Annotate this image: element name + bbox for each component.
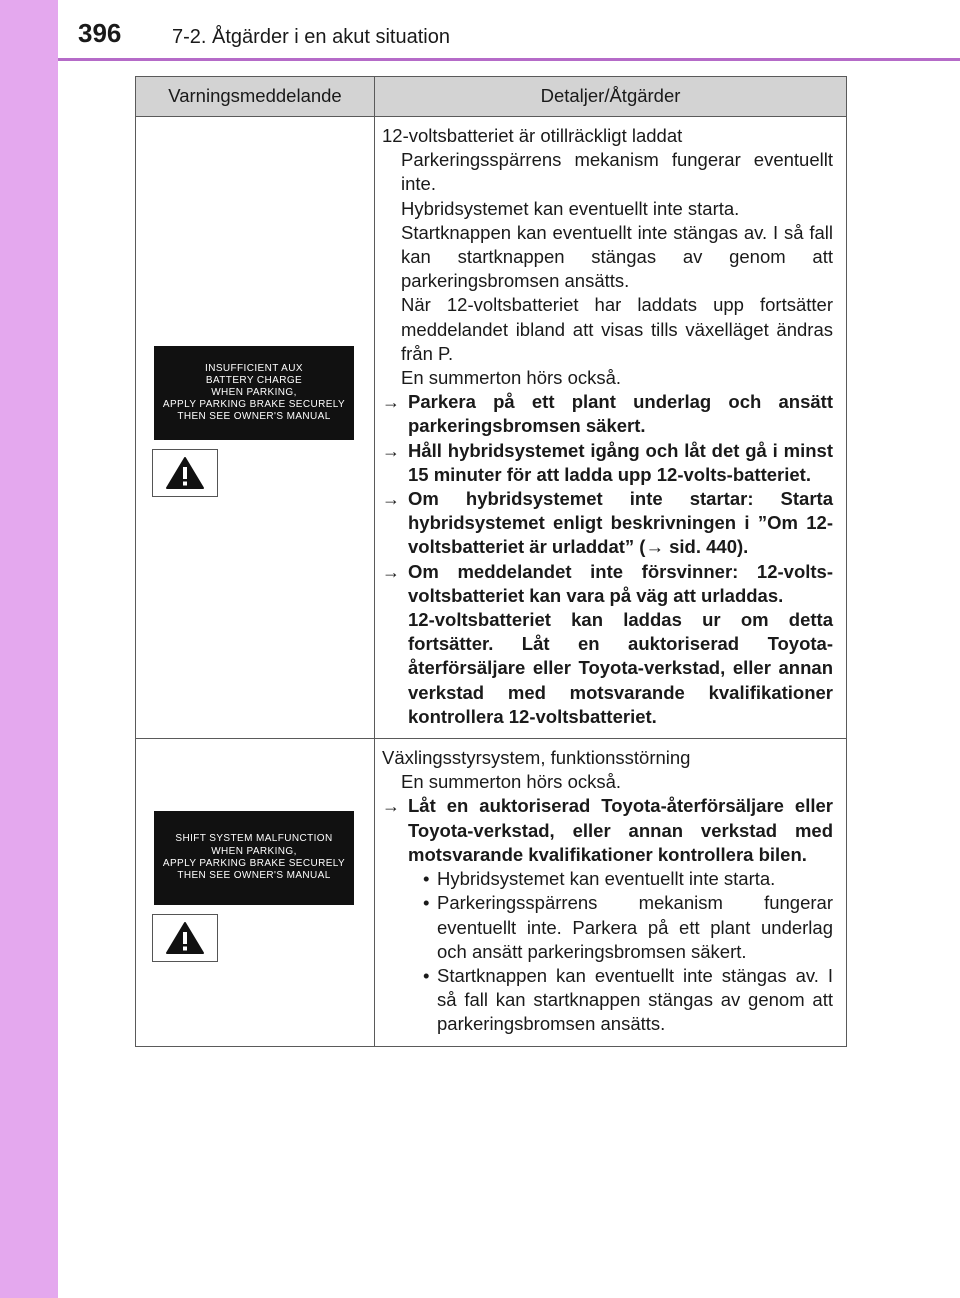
bullet-item — [382, 964, 833, 1037]
action-item — [382, 487, 833, 560]
warning-table — [135, 76, 847, 1047]
table-row — [136, 739, 847, 1046]
section-title: 7-2. Åtgärder i en akut situation — [172, 26, 450, 48]
page-number: 396 — [78, 18, 122, 48]
action-text: Om hybridsystemet inte startar: Starta hybridsystemet enligt beskrivningen i ”Om 12-voltsbatteriet är urladdat” (→ sid. 440). — [408, 488, 833, 558]
display-line: THEN SEE OWNER'S MANUAL — [177, 411, 331, 423]
side-strip — [0, 0, 58, 1298]
arrow-icon: → — [382, 796, 400, 817]
bullet-icon: • — [423, 868, 430, 890]
bullet-text: Hybridsystemet kan eventuellt inte starta. — [437, 868, 776, 890]
detail-text: Parkeringsspärrens mekanism fungerar eventuellt inte. — [401, 149, 833, 195]
detail-text: Hybridsystemet kan eventuellt inte starta. — [401, 197, 740, 219]
arrow-icon: → — [382, 489, 400, 510]
action-text: Parkera på ett plant underlag och ansätt parkeringsbromsen säkert. — [408, 391, 833, 437]
detail-text: En summerton hörs också. — [401, 367, 622, 389]
action-text: Om meddelandet inte försvinner: 12-volts-voltsbatteriet kan vara på väg att urladdas. — [408, 560, 833, 606]
detail-text: När 12-voltsbatteriet har laddats upp fortsätter meddelandet ibland att visas tills växelläget ändras från P. — [401, 294, 833, 364]
column-header-message: Varningsmeddelande — [136, 77, 375, 117]
arrow-icon: → — [382, 561, 400, 582]
display-line: INSUFFICIENT AUX — [205, 362, 303, 374]
details-heading: Växlingsstyrsystem, funktionsstörning — [382, 747, 691, 769]
display-line: WHEN PARKING, — [211, 845, 297, 857]
details-heading: 12-voltsbatteriet är otillräckligt laddat — [382, 125, 683, 146]
header-rule — [58, 58, 960, 61]
table-header-row — [136, 77, 847, 117]
action-item — [382, 390, 833, 438]
detail-text: Startknappen kan eventuellt inte stängas av. I så fall kan startknappen stängas av genom att parkeringsbromsen ansätts. — [401, 221, 833, 292]
action-item — [382, 794, 833, 867]
action-item — [382, 560, 833, 608]
display-message-shift-system — [154, 811, 354, 905]
action-text: Låt en auktoriserad Toyota-återförsäljare eller Toyota-verkstad, eller annan verkstad med motsvarande kvalifikationer kontrollera bilen. — [408, 795, 833, 865]
bullet-text: Parkeringsspärrens mekanism fungerar eventuellt inte. Parkera på ett plant underlag och ansätt parkeringsbromsen säkert. — [437, 892, 833, 962]
action-item — [382, 439, 833, 487]
display-line: APPLY PARKING BRAKE SECURELY — [162, 857, 346, 869]
bullet-item — [382, 867, 833, 891]
display-line: THEN SEE OWNER'S MANUAL — [177, 870, 331, 881]
bullet-item — [382, 891, 833, 964]
warning-icon-box — [152, 914, 218, 962]
detail-text: En summerton hörs också. — [401, 771, 622, 793]
arrow-icon: → — [382, 392, 400, 413]
bullet-icon: • — [423, 964, 430, 986]
arrow-icon: → — [382, 440, 400, 461]
bullet-text: Startknappen kan eventuellt inte stängas av. I så fall kan startknappen stängas av genom att parkeringsbromsen ansätts. — [437, 964, 833, 1035]
display-line: BATTERY CHARGE — [205, 374, 303, 386]
action-text: Håll hybridsystemet igång och låt det gå i minst 15 minuter för att ladda upp 12-volts-batteriet. — [408, 439, 833, 485]
warning-triangle-icon — [165, 921, 205, 955]
warning-icon-box — [152, 449, 218, 497]
display-line: APPLY PARKING BRAKE SECURELY — [162, 399, 346, 411]
message-cell — [136, 739, 375, 1046]
details-cell — [375, 739, 847, 1046]
table-row — [136, 117, 847, 739]
display-line: SHIFT SYSTEM MALFUNCTION — [175, 833, 333, 845]
action-continuation: 12-voltsbatteriet kan laddas ur om detta fortsätter. Låt en auktoriserad Toyota-återförsäljare eller Toyota-verkstad, eller annan verkstad med motsvarande kvalifikationer kontrollera 12-voltsbatteriet. — [408, 609, 833, 727]
bullet-icon: • — [423, 892, 430, 914]
display-message-insufficient-aux — [154, 346, 354, 440]
column-header-details: Detaljer/Åtgärder — [375, 77, 847, 117]
warning-triangle-icon — [165, 456, 205, 490]
message-cell — [136, 117, 375, 739]
details-cell — [375, 117, 847, 739]
display-line: WHEN PARKING, — [211, 386, 297, 398]
